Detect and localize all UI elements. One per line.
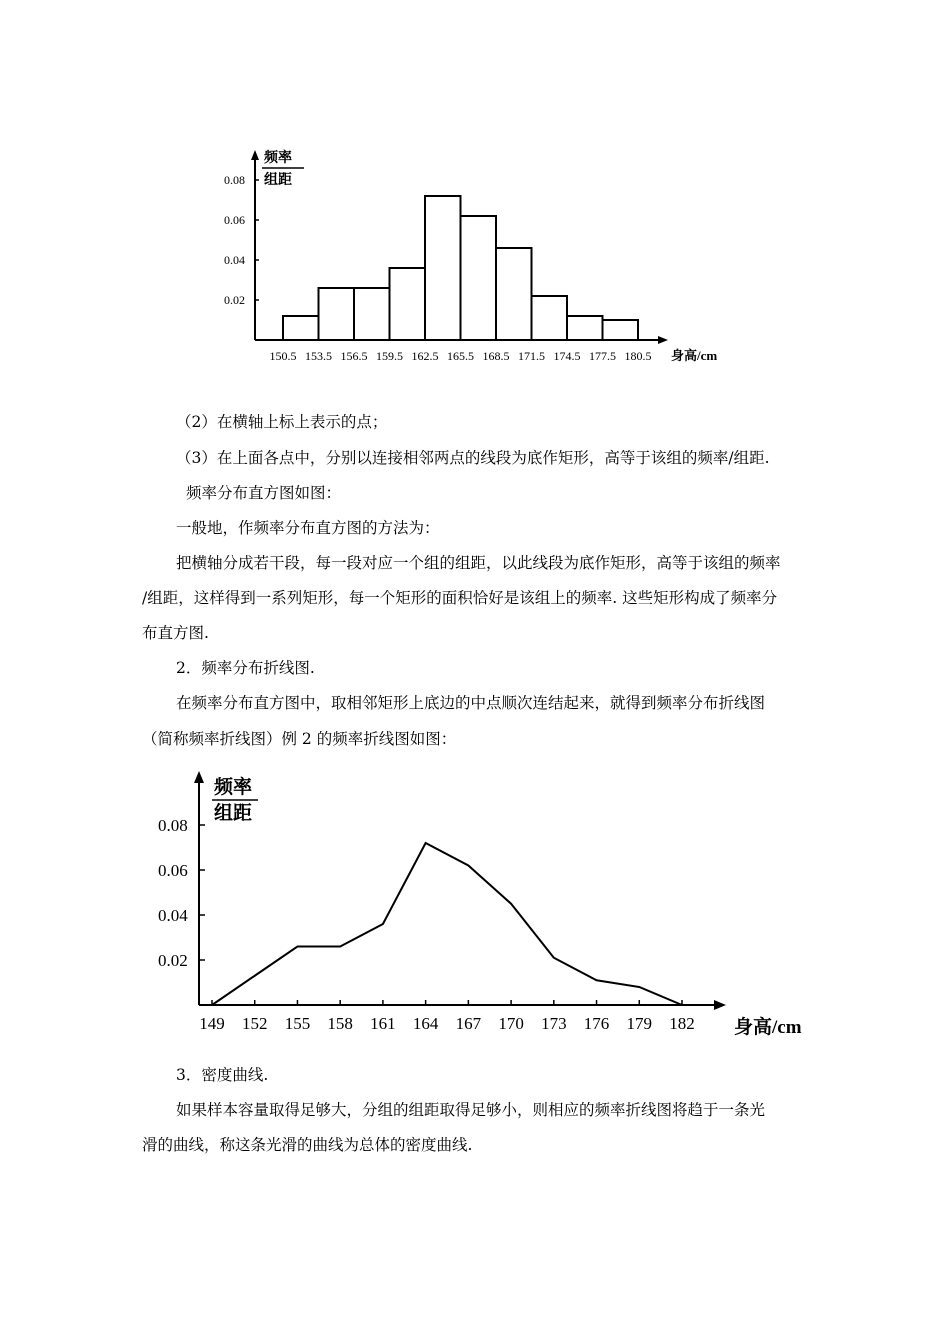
hist-xtick-label: 180.5: [624, 349, 652, 363]
paragraph-polyline-line-1: 在频率分布直方图中，取相邻矩形上底边的中点顺次连结起来，就得到频率分布折线图: [176, 694, 766, 712]
paragraph-method-line-3: 布直方图.: [142, 624, 209, 642]
hist-xtick-label: 150.5: [269, 349, 297, 363]
paragraph-density-line-2: 滑的曲线，称这条光滑的曲线为总体的密度曲线.: [142, 1136, 473, 1154]
histogram-chart: [220, 140, 740, 380]
poly-xtick-label: 158: [327, 1014, 353, 1033]
poly-ytick-label: 0.04: [158, 906, 188, 925]
hist-ytick-label: 0.04: [224, 253, 245, 267]
poly-xtick-label: 155: [284, 1014, 311, 1033]
hist-xtick-label: 177.5: [589, 349, 616, 363]
section-heading-3: 3．密度曲线.: [176, 1066, 269, 1084]
poly-y-arrow: [194, 771, 204, 783]
poly-xtick-label: 164: [412, 1014, 439, 1033]
poly-xtick-label: 170: [498, 1014, 524, 1033]
hist-ytick-label: 0.08: [224, 173, 245, 187]
hist-ylabel-top: 频率: [264, 151, 292, 166]
hist-ylabel-bottom: 组距: [264, 173, 292, 188]
paragraph-method-line-1: 把横轴分成若干段，每一段对应一个组的组距，以此线段为底作矩形，高等于该组的频率: [176, 554, 781, 572]
paragraph-density-line-1: 如果样本容量取得足够大，分组的组距取得足够小，则相应的频率折线图将趋于一条光: [176, 1101, 766, 1119]
hist-xtick-label: 168.5: [482, 349, 510, 363]
poly-xtick-label: 161: [370, 1014, 396, 1033]
hist-bar: [461, 216, 497, 340]
poly-ylabel-top: 频率: [214, 777, 253, 798]
hist-bar: [567, 316, 603, 340]
hist-bar: [354, 288, 390, 340]
poly-xtick-label: 179: [626, 1014, 653, 1033]
histogram-figure: [220, 140, 740, 380]
poly-ytick-label: 0.08: [158, 816, 188, 835]
hist-xtick-label: 156.5: [340, 349, 368, 363]
hist-xtick-label: 159.5: [376, 349, 403, 363]
hist-xtick-label: 153.5: [305, 349, 332, 363]
paragraph-step-3: （3）在上面各点中，分别以连接相邻两点的线段为底作矩形，高等于该组的频率/组距.: [176, 449, 770, 467]
hist-xtick-label: 174.5: [553, 349, 581, 363]
hist-x-arrow: [658, 336, 668, 344]
section-heading-2: 2．频率分布折线图.: [176, 659, 315, 677]
hist-bar: [319, 288, 355, 340]
poly-xtick-label: 176: [583, 1014, 610, 1033]
poly-ytick-label: 0.02: [158, 951, 188, 970]
hist-bar: [496, 248, 532, 340]
hist-xtick-label: 171.5: [518, 349, 545, 363]
hist-xtick-label: 165.5: [447, 349, 474, 363]
hist-ytick-label: 0.02: [224, 293, 245, 307]
poly-x-unit: 身高/cm: [734, 1017, 802, 1038]
poly-xtick-label: 149: [199, 1014, 225, 1033]
paragraph-polyline-line-2: （简称频率折线图）例 2 的频率折线图如图：: [142, 730, 457, 748]
paragraph-method-line-2: /组距，这样得到一系列矩形，每一个矩形的面积恰好是该组上的频率. 这些矩形构成了频率分: [142, 589, 778, 607]
hist-y-arrow: [251, 150, 259, 160]
poly-x-arrow: [714, 1000, 726, 1010]
poly-xtick-label: 167: [455, 1014, 482, 1033]
hist-bar: [390, 268, 426, 340]
hist-bar: [603, 320, 639, 340]
paragraph-histogram-caption: 频率分布直方图如图：: [186, 484, 342, 502]
poly-xtick-label: 173: [541, 1014, 567, 1033]
hist-x-unit: 身高/cm: [671, 348, 718, 363]
hist-bar: [283, 316, 319, 340]
poly-ytick-label: 0.06: [158, 861, 188, 880]
hist-bar: [425, 196, 461, 340]
hist-xtick-label: 162.5: [411, 349, 439, 363]
paragraph-method-intro: 一般地，作频率分布直方图的方法为：: [176, 519, 440, 537]
hist-bar: [532, 296, 568, 340]
paragraph-step-2: （2）在横轴上标上表示的点；: [176, 413, 388, 431]
poly-ylabel-bottom: 组距: [214, 803, 253, 824]
polyline-figure: [150, 765, 810, 1055]
poly-xtick-label: 182: [669, 1014, 695, 1033]
poly-xtick-label: 152: [241, 1014, 268, 1033]
polyline-chart: [150, 765, 810, 1055]
hist-ytick-label: 0.06: [224, 213, 245, 227]
poly-series-line: [212, 843, 682, 1005]
